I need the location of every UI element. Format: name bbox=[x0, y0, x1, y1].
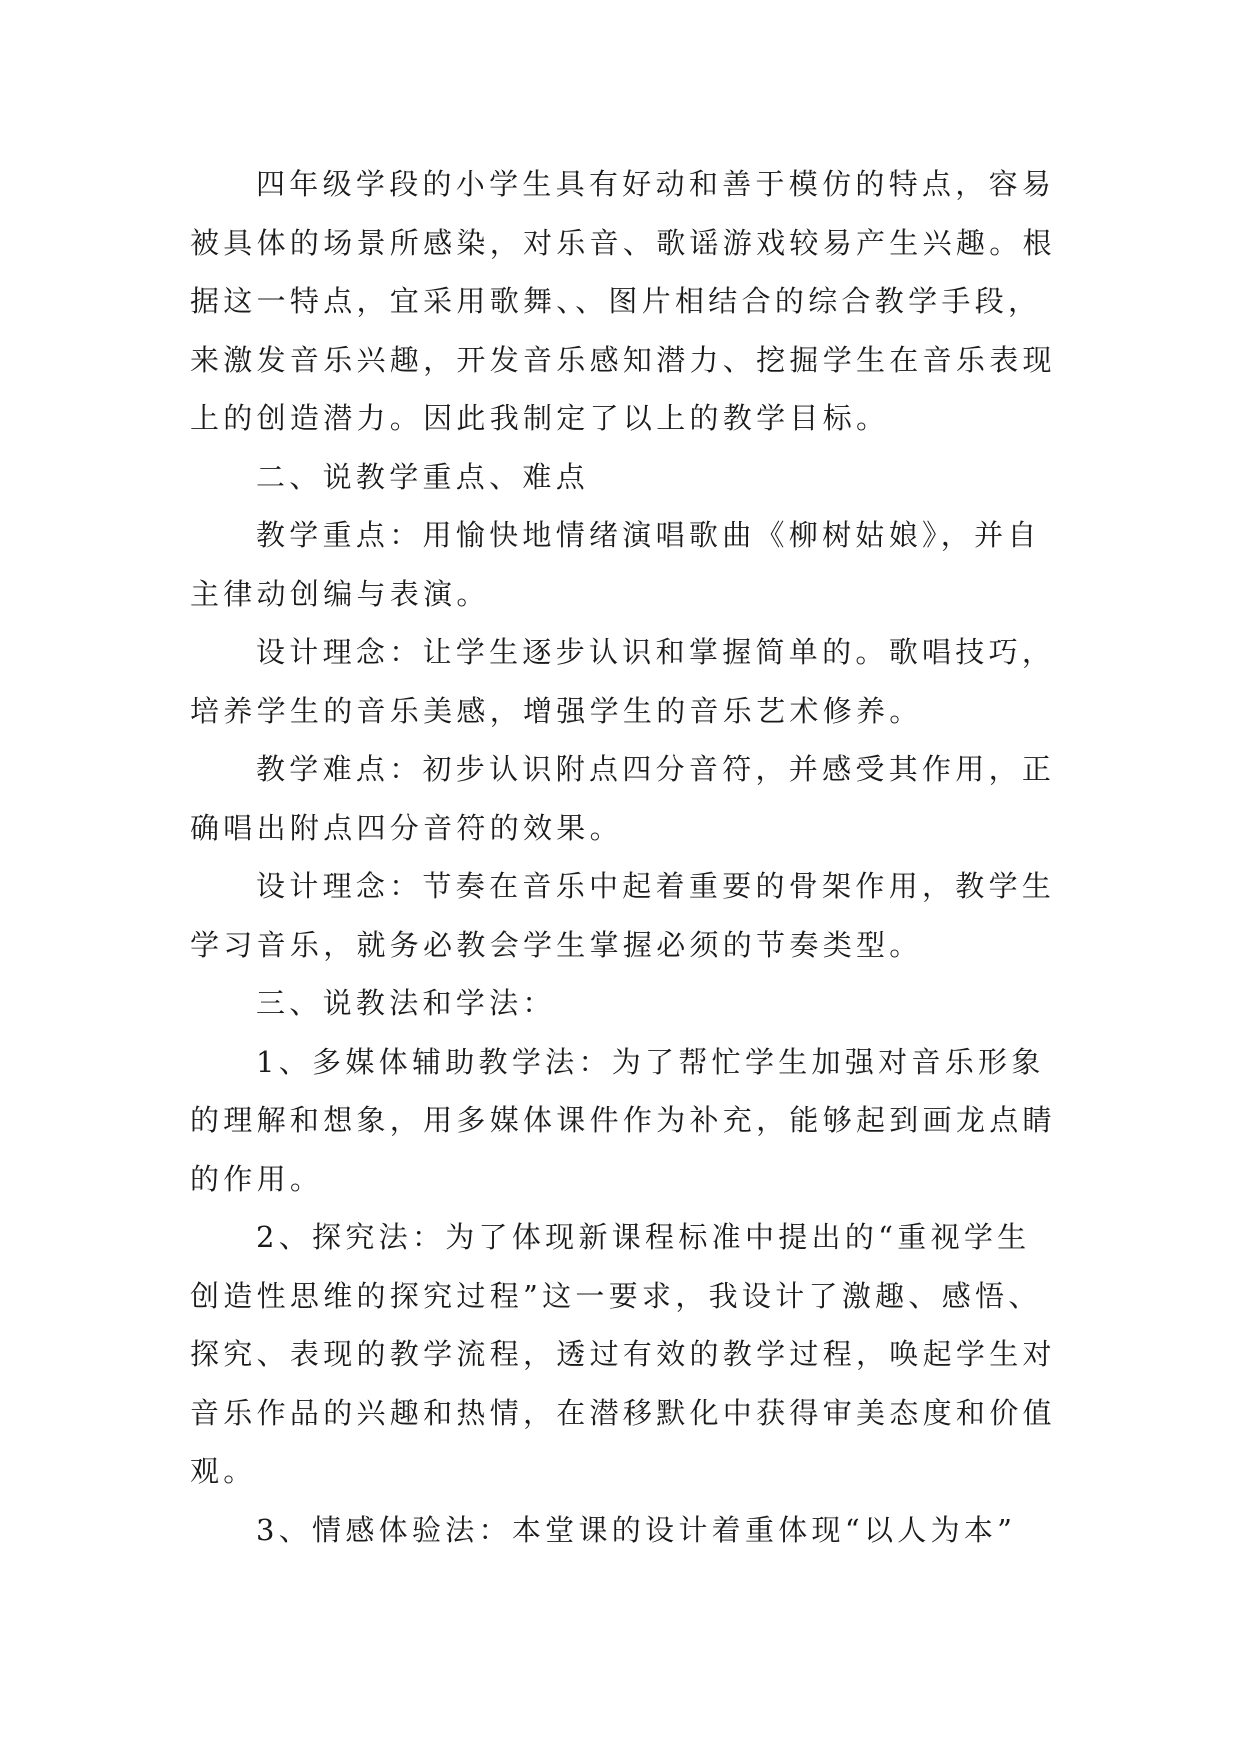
text-line: 的理解和想象，用多媒体课件作为补充，能够起到画龙点睛 bbox=[190, 1103, 1056, 1137]
text-line: 被具体的场景所感染，对乐音、歌谣游戏较易产生兴趣。根 bbox=[190, 225, 1056, 260]
document-body bbox=[190, 155, 1056, 1559]
text-line: 音乐作品的兴趣和热情，在潜移默化中获得审美态度和价值 bbox=[190, 1395, 1056, 1430]
text-line: 3、情感体验法：本堂课的设计着重体现“以人为本” bbox=[256, 1512, 1017, 1547]
text-line: 二、说教学重点、难点 bbox=[256, 459, 590, 494]
paragraph bbox=[190, 623, 1056, 740]
text-line: 来激发音乐兴趣，开发音乐感知潜力、挖掘学生在音乐表现 bbox=[190, 342, 1056, 377]
text-line: 探究、表现的教学流程，透过有效的教学过程，唤起学生对 bbox=[190, 1337, 1056, 1371]
text-line: 上的创造潜力。因此我制定了以上的教学目标。 bbox=[190, 401, 890, 435]
paragraph bbox=[190, 1501, 1050, 1560]
paragraph bbox=[190, 974, 1050, 1033]
text-line: 主律动创编与表演。 bbox=[190, 576, 490, 611]
text-line: 创造性思维的探究过程”这一要求，我设计了激趣、感悟、 bbox=[190, 1278, 1042, 1313]
text-line: 教学重点：用愉快地情绪演唱歌曲《柳树姑娘》，并自 bbox=[256, 518, 1041, 552]
paragraph bbox=[190, 506, 1050, 623]
text-line: 据这一特点，宜采用歌舞、、图片相结合的综合教学手段， bbox=[190, 284, 1042, 318]
text-line: 确唱出附点四分音符的效果。 bbox=[190, 810, 623, 845]
text-line: 观。 bbox=[190, 1454, 257, 1488]
paragraph bbox=[190, 1033, 1056, 1209]
paragraph bbox=[190, 857, 1056, 974]
text-line: 学习音乐，就务必教会学生掌握必须的节奏类型。 bbox=[190, 927, 923, 962]
text-line: 设计理念：让学生逐步认识和掌握简单的。歌唱技巧， bbox=[256, 635, 1056, 669]
text-line: 2、探究法：为了体现新课程标准中提出的“重视学生 bbox=[256, 1220, 1031, 1254]
paragraph bbox=[190, 155, 1056, 448]
text-line: 三、说教法和学法： bbox=[256, 986, 556, 1020]
text-line: 四年级学段的小学生具有好动和善于模仿的特点，容易 bbox=[256, 167, 1056, 201]
paragraph bbox=[190, 448, 1050, 507]
text-line: 的作用。 bbox=[190, 1161, 324, 1196]
paragraph bbox=[190, 740, 1056, 857]
text-line: 1、多媒体辅助教学法：为了帮忙学生加强对音乐形象 bbox=[256, 1044, 1045, 1079]
text-line: 培养学生的音乐美感，增强学生的音乐艺术修养。 bbox=[190, 693, 923, 728]
text-line: 教学难点：初步认识附点四分音符，并感受其作用，正 bbox=[256, 752, 1056, 786]
text-line: 设计理念：节奏在音乐中起着重要的骨架作用，教学生 bbox=[256, 869, 1056, 903]
paragraph bbox=[190, 1208, 1056, 1501]
